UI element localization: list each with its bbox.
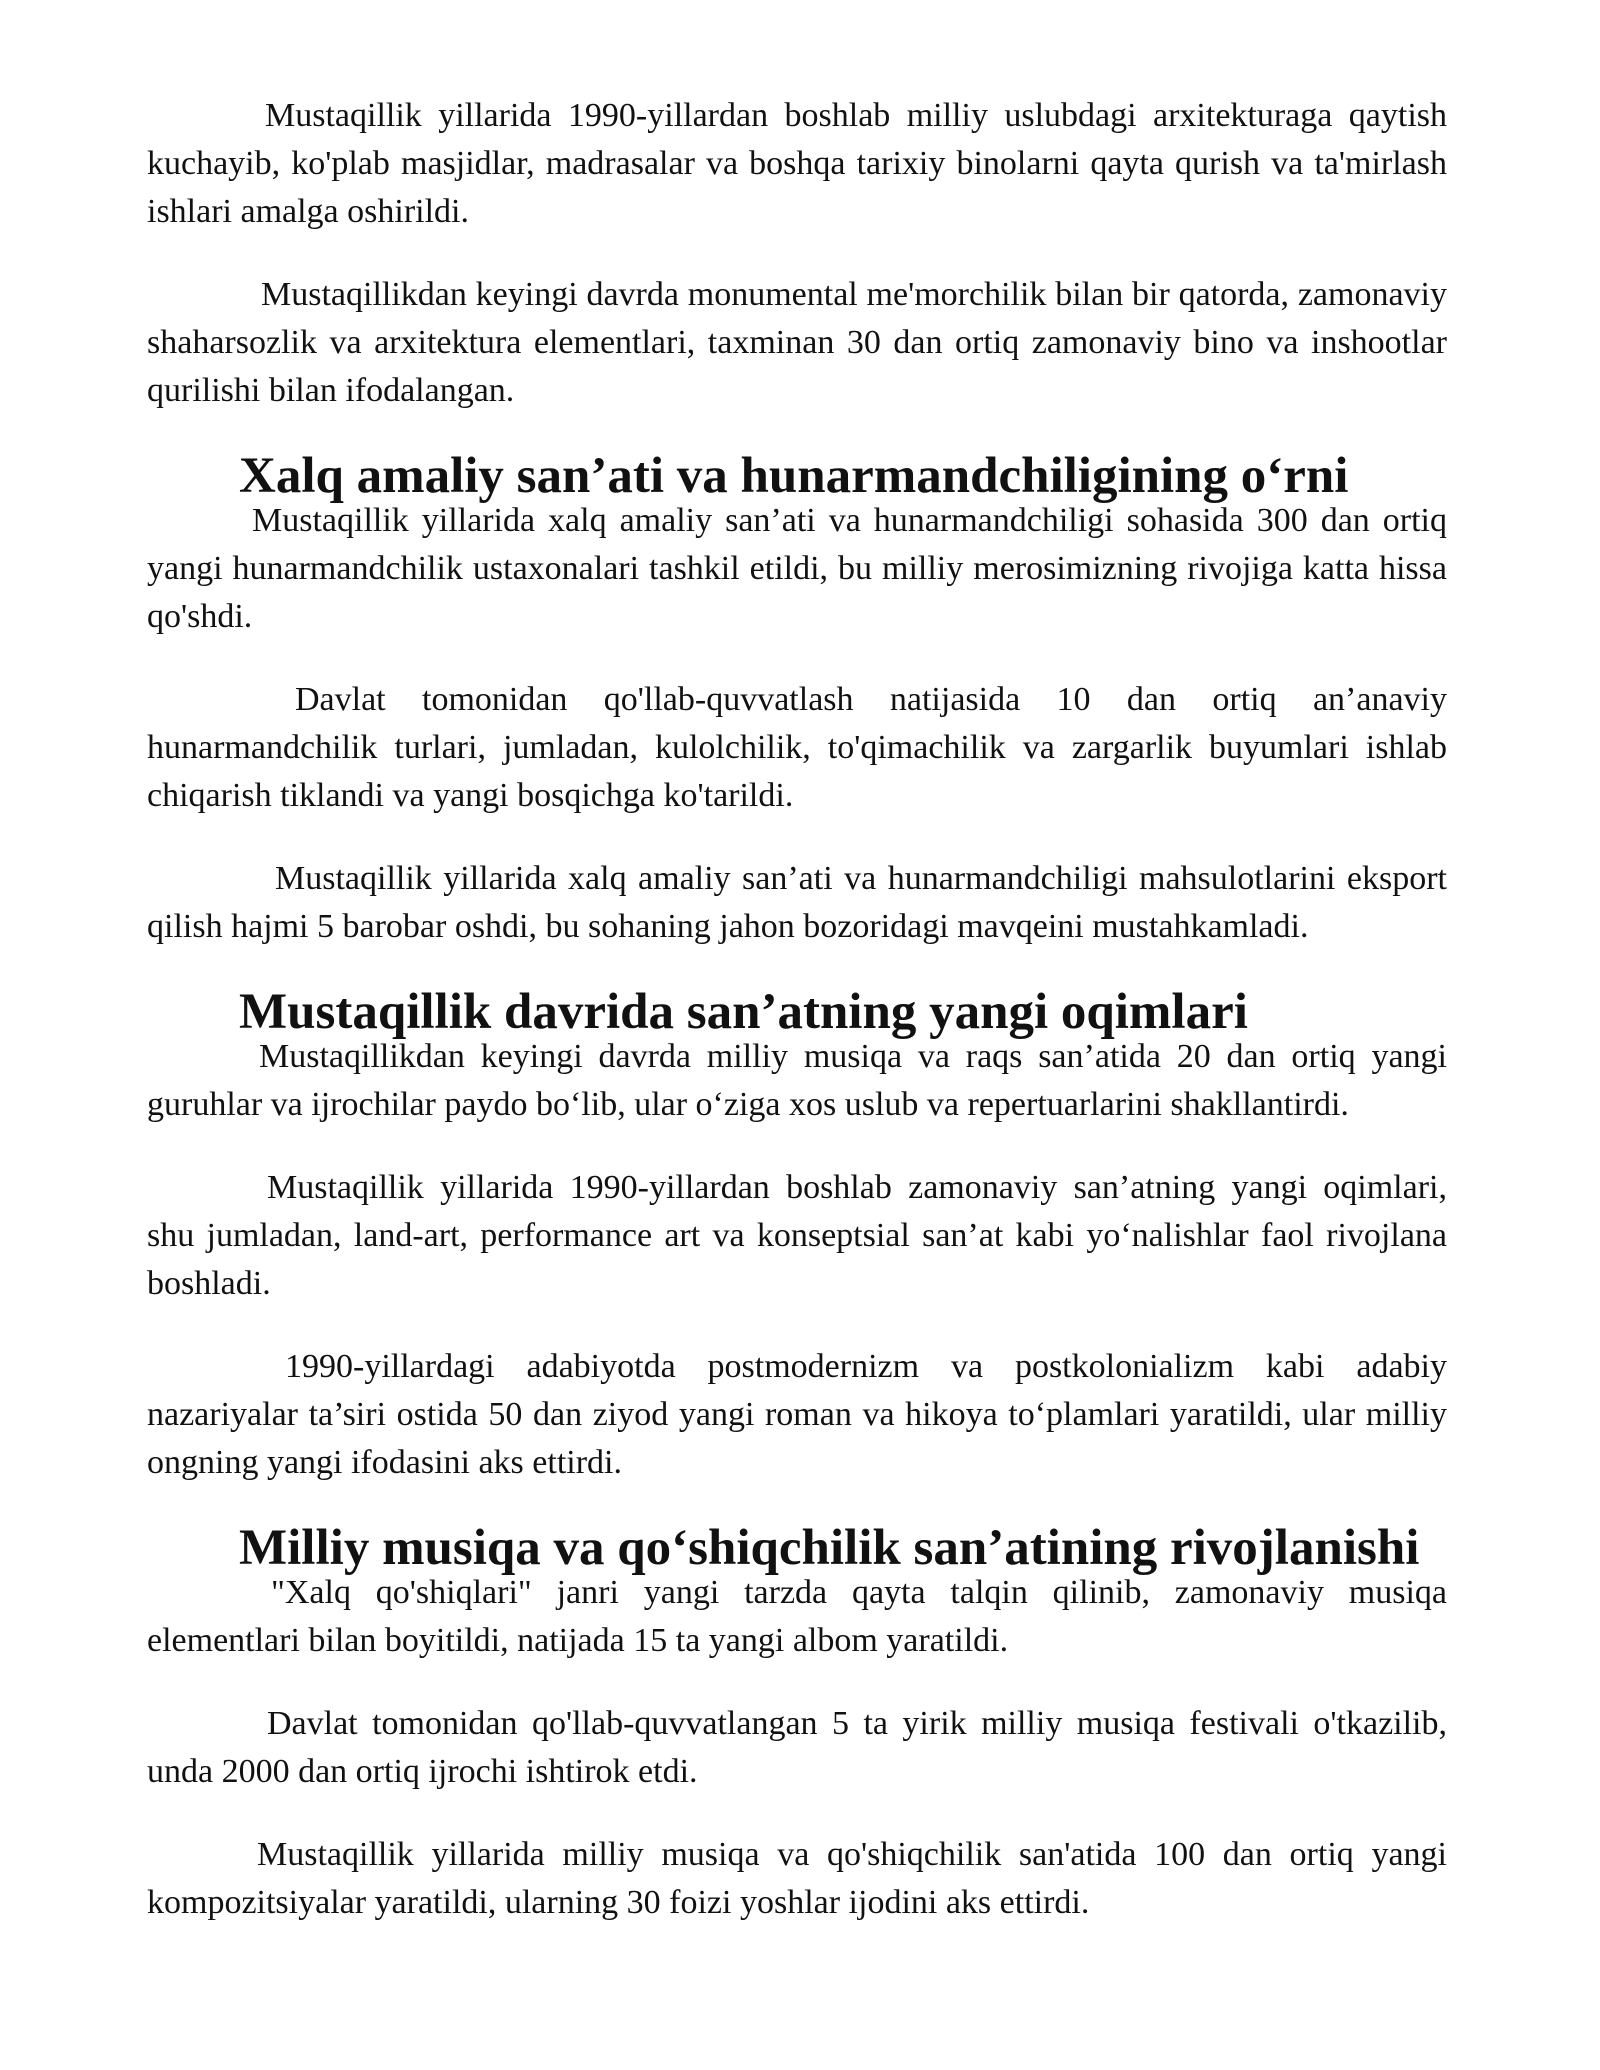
paragraph: Davlat tomonidan qo'llab-quvvatlash natijasida 10 dan ortiq an’anaviy hunarmandchilik turlari, jumladan, kulolchilik, to'qimachilik va zargarlik buyumlari ishlab chiqarish tiklandi va yangi bosqichga ko'tarildi.: [147, 681, 1447, 814]
paragraph: Davlat tomonidan qo'llab-quvvatlangan 5 ta yirik milliy musiqa festivali o'tkazilib, unda 2000 dan ortiq ijrochi ishtirok etdi.: [147, 1705, 1447, 1790]
document-body: [147, 92, 1447, 1927]
section-heading: Milliy musiqa va qo‘shiqchilik san’atining rivojlanishi: [239, 1520, 1420, 1576]
paragraph: Mustaqillik yillarida xalq amaliy san’ati va hunarmandchiligi mahsulotlarini eksport qilish hajmi 5 barobar oshdi, bu sohaning jahon bozoridagi mavqeini mustahkamladi.: [147, 860, 1447, 945]
paragraph: 1990-yillardagi adabiyotda postmodernizm va postkolonializm kabi adabiy nazariyalar ta’siri ostida 50 dan ziyod yangi roman va hikoya to‘plamlari yaratildi, ular milliy ongning yangi ifodasini aks ettirdi.: [147, 1348, 1447, 1481]
paragraph: Mustaqillik yillarida milliy musiqa va qo'shiqchilik san'atida 100 dan ortiq yangi kompozitsiyalar yaratildi, ularning 30 foizi yoshlar ijodini aks ettirdi.: [147, 1836, 1447, 1921]
section-heading: Mustaqillik davrida san’atning yangi oqimlari: [239, 984, 1248, 1040]
paragraph: "Xalq qo'shiqlari" janri yangi tarzda qayta talqin qilinib, zamonaviy musiqa elementlari bilan boyitildi, natijada 15 ta yangi albom yaratildi.: [147, 1574, 1447, 1659]
paragraph: Mustaqillik yillarida 1990-yillardan boshlab milliy uslubdagi arxitekturaga qaytish kuchayib, ko'plab masjidlar, madrasalar va boshqa tarixiy binolarni qayta qurish va ta'mirlash ishlari amalga oshirildi.: [147, 97, 1447, 230]
section-heading: Xalq amaliy san’ati va hunarmandchiligining o‘rni: [239, 448, 1349, 504]
paragraph: Mustaqillik yillarida xalq amaliy san’ati va hunarmandchiligi sohasida 300 dan ortiq yangi hunarmandchilik ustaxonalari tashkil etildi, bu milliy merosimizning rivojiga katta hissa qo'shdi.: [147, 502, 1447, 635]
paragraph: Mustaqillikdan keyingi davrda monumental me'morchilik bilan bir qatorda, zamonaviy shaharsozlik va arxitektura elementlari, taxminan 30 dan ortiq zamonaviy bino va inshootlar qurilishi bilan ifodalangan.: [147, 276, 1447, 409]
paragraph: Mustaqillikdan keyingi davrda milliy musiqa va raqs san’atida 20 dan ortiq yangi guruhlar va ijrochilar paydo bo‘lib, ular o‘ziga xos uslub va repertuarlarini shakllantirdi.: [147, 1038, 1447, 1123]
paragraph: Mustaqillik yillarida 1990-yillardan boshlab zamonaviy san’atning yangi oqimlari, shu jumladan, land-art, performance art va konseptsial san’at kabi yo‘nalishlar faol rivojlana boshladi.: [147, 1169, 1447, 1302]
